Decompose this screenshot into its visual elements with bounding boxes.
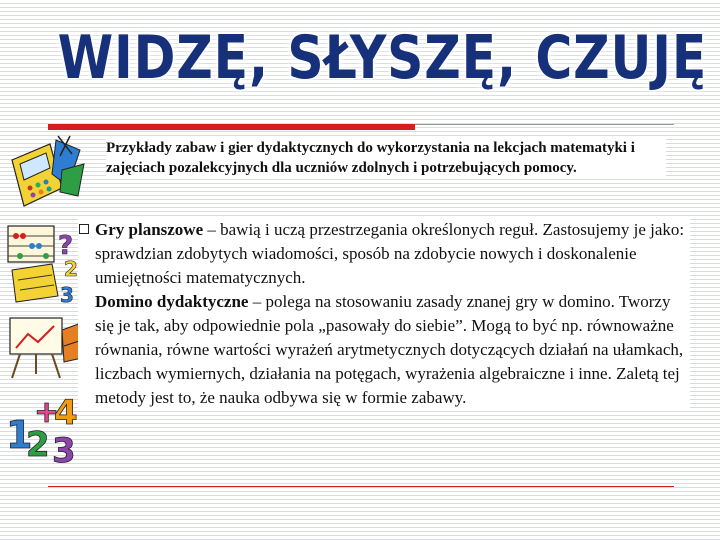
term-domino: Domino dydaktyczne — [95, 292, 249, 311]
paragraph-board-games — [78, 218, 690, 290]
svg-text:3: 3 — [60, 283, 74, 307]
svg-text:1: 1 — [6, 413, 33, 457]
numbers-icon — [6, 393, 78, 470]
bullet-square — [79, 224, 89, 234]
slide-subtitle: Przykłady zabaw i gier dydaktycznych do wykorzystania na lekcjach matematyki i zajęciach pozalekcyjnych dla uczniów zdolnych i potrzebujących pomocy. — [106, 138, 666, 178]
term-board-games: Gry planszowe — [95, 220, 204, 239]
divider-top-line — [415, 124, 674, 125]
svg-text:3: 3 — [52, 431, 76, 470]
svg-text:2: 2 — [26, 425, 50, 465]
text-board-games: – bawią i uczą przestrzegania określonych reguł. Zastosujemy je jako: sprawdzian zdobytych wiadomości, sposób na zdobycie nowych i doskonalenie umiejętności matematycznych. — [95, 220, 685, 287]
svg-text:4: 4 — [54, 393, 78, 433]
divider-bottom — [48, 486, 674, 487]
svg-text:2: 2 — [64, 257, 78, 281]
svg-text:?: ? — [58, 231, 74, 261]
calculator-icon — [12, 136, 84, 206]
paragraph-domino — [78, 290, 690, 410]
slide-title: WIDZĘ, SŁYSZĘ, CZUJĘ — [57, 23, 708, 93]
divider-top-accent — [48, 124, 415, 130]
easel-icon — [10, 318, 84, 378]
text-domino: – polega na stosowaniu zasady znanej gry w domino. Tworzy się je tak, aby odpowiednie pola „pasowały do siebie”. Mogą to być np. równoważne równania, równe wartości wyrażeń arytmetycznych dotyczących działań na ułamkach, liczbach wymiernych, działania na potęgach, wyrażenia algebraiczne i inne. Zaletą tej metody jest to, że nauka odbywa się w formie zabawy. — [95, 292, 684, 407]
abacus-icon — [8, 226, 78, 307]
content-body — [78, 218, 690, 410]
svg-text:+: + — [34, 395, 60, 430]
